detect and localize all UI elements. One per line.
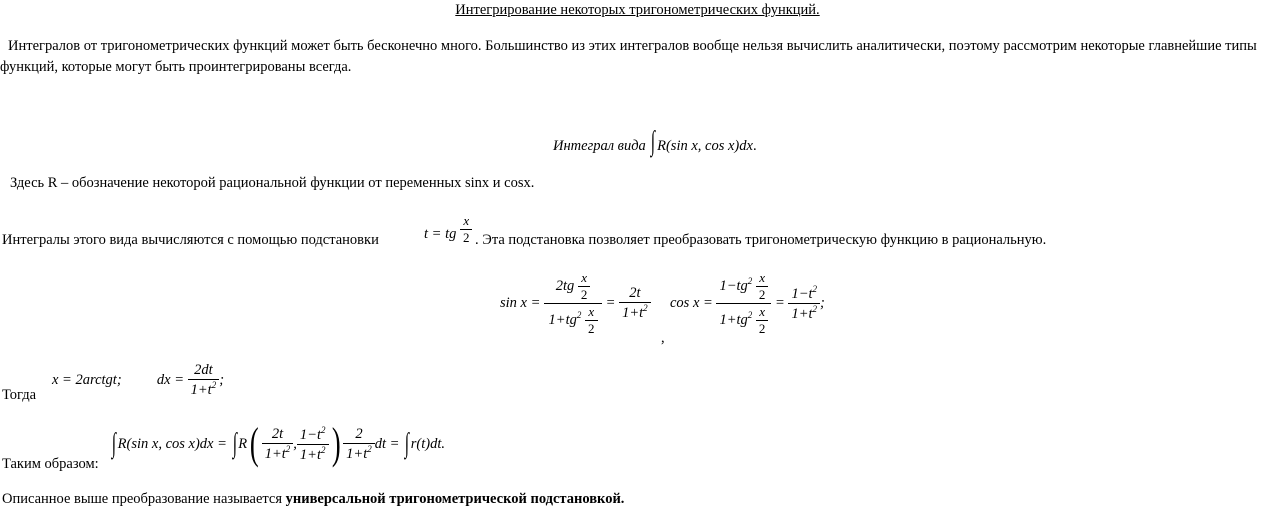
final-text-plain: Описанное выше преобразование называется xyxy=(2,491,286,507)
then-label: Тогда xyxy=(2,387,37,403)
integral-label: Интеграл вида xyxy=(553,138,646,154)
page-title: Интегрирование некоторых тригонометрических функций. xyxy=(455,2,820,18)
then-formula: x = 2arctgt; dx = $\frac{2dt}{1+t^2}$ ; xyxy=(52,362,225,398)
substitution-after-text: . Эта подстановка позволяет преобразовать тригонометрическую функцию в рациональную. xyxy=(475,232,1047,248)
sin-formula: sin x = 2tg $\frac{x}{2}$ $1+tg^2$ $\frac{x}{2}$ = $\frac{2t}{1+t^2}$ xyxy=(500,270,651,337)
comma-separator: , xyxy=(661,330,665,346)
integral-expression: R(sin x, cos x)dx xyxy=(657,138,753,154)
integral-sign: ∫ xyxy=(651,126,656,157)
final-text-bold: универсальной тригонометрической подстановкой. xyxy=(285,491,625,507)
here-paragraph: Здесь R – обозначение некоторой рациональной функции от переменных sinx и cosx. xyxy=(10,175,535,191)
thus-formula: ∫ R(sin x, cos x)dx = ∫ R( $\frac{2t}{1+t^2}$ , $\frac{1-t^2}{1+t^2}$ ) $\frac{2}{1+t^2}$ dt = ∫ r(t)dt. xyxy=(111,419,445,468)
final-paragraph xyxy=(2,491,624,508)
cos-formula: cos x = $1-tg^2$ $\frac{x}{2}$ $1+tg^2$ $\frac{x}{2}$ = $\frac{1-t^2}{1+t^2}$ ; xyxy=(670,270,825,336)
integral-form-line: Интеграл вида ∫ R(sin x, cos x)dx. xyxy=(553,126,757,157)
substitution-formula: t = tg $\frac{x}{2}$ xyxy=(424,213,472,246)
substitution-before-text: Интегралы этого вида вычисляются с помощью подстановки xyxy=(2,232,379,248)
intro-paragraph: Интегралов от тригонометрических функций может быть бесконечно много. Большинство из этих интегралов вообще нельзя вычислить аналитически, поэтому рассмотрим некоторые главнейшие типы функций, которые могут быть проинтегрированы всегда. xyxy=(0,38,1257,75)
thus-label: Таким образом: xyxy=(2,456,99,472)
